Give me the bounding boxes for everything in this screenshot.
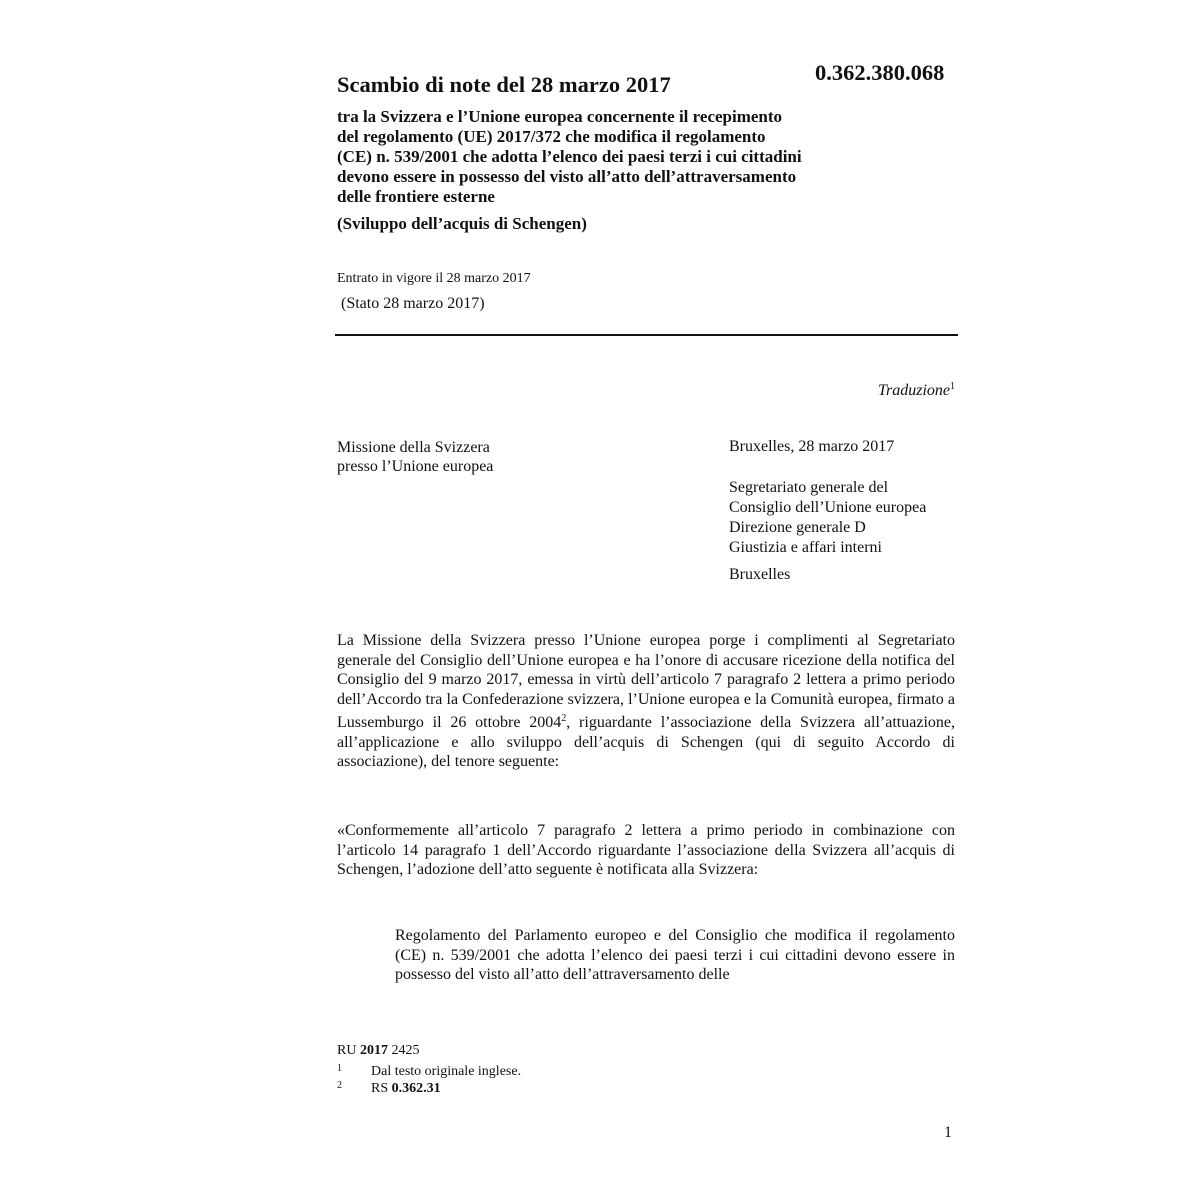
schengen-note: (Sviluppo dell’acquis di Schengen) [337,214,587,233]
translation-label [878,381,955,400]
recipient-city: Bruxelles [729,566,791,583]
entry-into-force: Entrato in vigore il 28 marzo 2017 [337,271,531,286]
footnote-number: 1 [337,1063,342,1074]
footnote-text: RS [371,1081,389,1096]
recipient-line: Segretariato generale del [729,479,889,496]
document-number: 0.362.380.068 [815,60,945,85]
ru-prefix: RU [337,1043,357,1058]
footnote-text: Dal testo originale inglese. [371,1064,522,1079]
recipient-address [729,478,926,558]
recipient-line: Giustizia e affari interni [729,539,882,556]
sender-line: presso l’Unione europea [337,458,494,475]
footnote-bold-ref[interactable]: 0.362.31 [391,1081,441,1096]
body-paragraph-1 [337,631,955,772]
footnote-1 [337,1063,521,1080]
subtitle-line: del regolamento (UE) 2017/372 che modifica il regolamento [337,127,766,146]
page-number: 1 [944,1124,952,1141]
footnote-number: 2 [337,1080,342,1091]
ru-page: 2425 [391,1043,420,1058]
sender-line: Missione della Svizzera [337,439,490,456]
status-date: (Stato 28 marzo 2017) [341,295,485,312]
subtitle-line: delle frontiere esterne [337,187,495,206]
body-paragraph-2: «Conformemente all’articolo 7 paragrafo 2 lettera a primo periodo in combinazione con l’articolo 14 paragrafo 1 dell’Accordo riguardante l’associazione della Svizzera all’acquis di Schengen, l’adozione dell’atto seguente è notificata alla Svizzera: [337,822,955,878]
place-date: Bruxelles, 28 marzo 2017 [729,438,895,455]
subtitle-line: devono essere in possesso del visto all’atto dell’attraversamento [337,167,797,186]
footnote-ref[interactable]: 2 [561,713,567,724]
subtitle-line: tra la Svizzera e l’Unione europea concernente il recepimento [337,107,783,126]
recipient-line: Direzione generale D [729,519,866,536]
ru-year: 2017 [359,1043,388,1058]
document-subtitle [337,107,937,207]
document-title: Scambio di note del 28 marzo 2017 [337,72,671,97]
paragraph-text: La Missione della Svizzera presso l’Unione europea porge i complimenti al Segretariato generale del Consiglio dell’Unione europea e ha l’onore di accusare ricezione della notifica del Consiglio del 9 marzo 2017, emessa in virtù dell’articolo 7 paragrafo 2 lettera a primo periodo dell’Accordo tra la Confederazione svizzera, l’Unione europea e la Comunità europea, firmato a Lussemburgo il 26 ottobre 2004 [337,632,955,731]
body-paragraph-quoted: Regolamento del Parlamento europeo e del Consiglio che modifica il regolamento (CE) n. 539/2001 che adotta l’elenco dei paesi terzi i cui cittadini devono essere in possesso del visto all’atto dell’attraversamento delle [395,927,955,983]
subtitle-line: (CE) n. 539/2001 che adotta l’elenco dei paesi terzi i cui cittadini [337,147,802,166]
recipient-line: Consiglio dell’Unione europea [729,499,927,516]
footnote-ref[interactable]: 1 [950,381,955,392]
translation-text: Traduzione [877,382,950,399]
footnote-2 [337,1080,441,1097]
ru-reference [337,1043,419,1059]
paragraph-text: , riguardante l’associazione della Svizzera all’attuazione, all’applicazione e allo sviluppo dell’acquis di Schengen (qui di seguito Accordo di associazione), del tenore seguente: [337,714,955,770]
header-divider [335,334,958,336]
sender-address [337,438,493,476]
